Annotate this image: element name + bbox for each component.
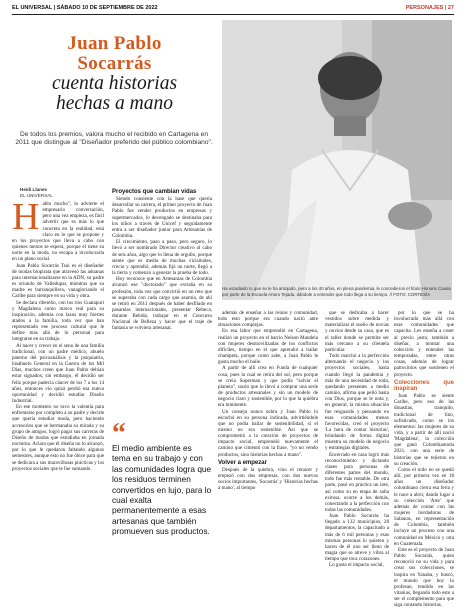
quote-mark: “ xyxy=(112,418,126,449)
pull-quote-text: El medio ambiente es tema en su trabajo y con las comunidades logra que los residuos terminen convertidos en lujo, para lo cual exalta permanentemente a esas artesanas que también promueven sus productos. xyxy=(112,443,212,537)
article-paragraph: por lo que se ha involucrado más allá con esas comunidades que capacita. Les enseña a coser al precio justo, también a diseñar, a montar una colección y entender las temporadas, entre otras cosas, además de lograr patrocinios que sostienen el proyecto. xyxy=(394,310,454,378)
article-paragraph: Este es el proyecto de Juan Pablo Socarrás, quien reconoció no su vida y para crear sus colecciones, se inspira en Yanaba, y buscó, el mundo que hoy lo profesan, tendido en las vitanias, llegando todo esto a ser el complemento para que siga contando historias. xyxy=(394,546,454,609)
article-paragraph: Juan Pablo Socarrás ha llegado a 122 municipios, 28 departamentos, la capacitado a más de 6 mil personas y esas mismas personas lo quieren y hacen de él uno ser lleno de magia que se atreve y vibra al tiempo que toca corazones. xyxy=(325,513,389,563)
portrait-illustration xyxy=(222,20,452,300)
article-paragraph: Un consejo nunca sobra y Juan Pablo lo escuchó en su persona indicada, advirtiéndole que no podía bailar de sostenibilidad, si el mismo no era sostenible. Así que se comprometió a la creación de proyectos de impacto social, emprendió nuevamente el camino que cimentó con la frase, "yo no vendo productos, sino historias hechas a mano". xyxy=(218,408,318,458)
article-paragraph: Como el nido no se quedó allí, por primera vez en 18 años un diseñador colombiano cierra esa feria y le nace a abrir, dando lugar a su colección 'Arte' que además de contar con las mujeres bordadoras de Sabanas, en representación de Colombia, también incluye un proceso con una comunidad en México y otra en Guatemala. xyxy=(394,466,454,547)
article-paragraph: En ese momento no tuvo la valentía para enfrentarse por completo a su padre y decirle que quería estudiar moda, pero haciendo accesorios que se hermanaba su mirada y su grupo de amigos, logró pagar sus carreras de Diseño de modas que estudiaba en jornada nocturna. Aclara que él diseña no lo alcanzó, por lo que le quedaron faltando algunos semestres, aunque esto no fue óbice para que se dedicara a sus maravillosas prácticas y los proyectos sociales que le fue sumando. xyxy=(12,404,104,472)
article-paragraph: que se dedicaba a hacer vestidos sobre medida y materializar el sueño de novias y novios desde su casa, que es el taller donde se permite ser más cercano a su clientela particular. xyxy=(325,310,389,353)
portrait-photo xyxy=(222,20,452,300)
header-edition: EL UNIVERSAL | SÁBADO 10 DE SEPTIEMBRE DE 2022 xyxy=(12,5,158,11)
byline-outlet: EL UNIVERSAL xyxy=(20,192,53,198)
article-paragraph: Todo marchó a la perfección alternando el negocio y los proyectos sociales, hasta cuando llegó la pandemia y más de una necesidad de toda, quedando presentes a medio camino, afirma que pelió hasta con Dios, porque se le nota y, en general, la misma situación fue resguardo y pensando en esas comunidades menos favorecidas, creó el proyecto 'La hora de contar historias', brindando de forma digital muestra su modelo de negocio y estrategias digitales. xyxy=(325,353,389,452)
article-column-5 xyxy=(394,310,454,609)
newspaper-header xyxy=(12,4,454,15)
pull-quote xyxy=(112,418,212,537)
article-paragraph: A partir de allí crea en Funda de cualquier cosa, pues la cual se retira del sol, pero porque se creía Superman y que podía "salvar el planeta", razón que lo llevó a comprar una serie de productos artesanales y sin un modelo de negocio claro y sostenible, por lo que la quiebra era inminente. xyxy=(218,365,318,409)
article-paragraph: además de enseñar a las reinas y comunidad, todo esto porque era cuando nació ante situaciones complejas. xyxy=(218,310,318,329)
article-column-2 xyxy=(112,187,212,419)
article-paragraph: Lo gusta el impacto social, xyxy=(329,562,384,569)
article-column-1 xyxy=(12,196,104,593)
article-paragraph: Se declara ribereño, con los ríos Guatapurí y Magdalena como marco real para su inspiración, además con lazos muy fuertes atados a la familia, toda vez que han representado ese proceso cultural que le define más allá de lo personal para integrarse en su trabajo. xyxy=(12,299,104,343)
article-paragraph: Encerrado en casa logró más reconocimiento y dictando clases para personas de diferentes partes del mundo, todo fue más rentable. De otra parte, pasó en práctica un lote, así como su en etapa de salta exitosa, ocurre a los demás, conectando a la perfección con todas las comunidades. xyxy=(325,451,389,513)
headline xyxy=(12,34,217,114)
article-paragraph: Siendo consiente con la base que quería desarrollar su carrera, el primer proyecto de Juan Pablo fue vender productos en empresas y supermercados, lo devengado se destinaba para los niños a través de Unicef y seguidamente entra a ser diseñador junior para Artesanías de Colombia. xyxy=(112,196,212,240)
drop-cap: H xyxy=(12,196,40,238)
section-heading: Colecciones que inspiran xyxy=(394,379,454,392)
byline-author: Heidi Llanes xyxy=(20,187,48,192)
article-paragraph: Juan Pablo se siente Caribe, pero eso de las dinastías, tranquilo, tradicional de lino, sofisticado, como se los elementos: las mujeres de su vida, y a partir de allí nació 'Magdalena', la colección que ganó Colombiamoda 2021, con una serie de historias que se tejieron en su creación. xyxy=(394,393,454,467)
section-heading: Proyectos que cambian vidas xyxy=(112,189,197,195)
section-heading: Volver a empezar xyxy=(218,459,267,466)
article-column-4 xyxy=(325,310,389,593)
headline-name-line2: Socarrás xyxy=(77,53,152,74)
headline-name-line1: Juan Pablo xyxy=(67,33,162,54)
article-paragraph: ablo mucho", lo advierte el empresario conversación, pero una vez empieza, es fácil advertir que es más lo que concreta en la realidad, está claro en lo que se propone y en los proyectos que lleva a cabo con quienes menos se espera, porque él tiene su norte en la moda, no escapa a involucrarla en un plano social. xyxy=(12,201,104,263)
photo-caption: Ha estudiado lo que se le ha antojado, pero a los 40 años, en plena pandemia, le concedieron el título Honoris Causa por parte de la Escuela Arturo Tejada, dándole a entender que todo llega a su tiempo. // FOTO: CORTESÍA xyxy=(222,286,451,297)
header-section: PERSONAJES | 27 xyxy=(405,5,454,11)
article-paragraph: Después de la quiebra, vino el renacer y empezó con dos empresas, con dos nuevos socios importantes, 'Socarrás' y 'Historias hechas a mano', al tiempo xyxy=(218,466,318,492)
article-paragraph: Al nacer y crecer en el seno de una familia tradicional, con un padre médico, abuelo paterno del psicoanálisis y la psiquiatría, bisabuelo General en la Guerra de los Mil Días, muchos creen que Juan Pablo debían estar signados; sin embargo, él decidió ser feliz porque padecía cáncer de los 7 a los 14 años, entonces vio quizá perdió esa nueva oportunidad y decidió estudiar Diseño Industrial. xyxy=(12,342,104,404)
article-paragraph: En esa labor que emprendió en Cartagena, realizó un proyecto en el barrio Nelson Mandela con mujeres desmovilizadas de los conflictos difíciles, tiempo en el que aprendió a bailar champeta, porque como sabe, a Juan Pablo le gusta mucho el baile. xyxy=(218,328,318,366)
article-paragraph: Juan Pablo Socarrás Tsui es el diseñador de modas biopirata que atravesó las aduanas para internacionalizarse en la ADN, su padre es oriundo de Valledupar, mientras que su madre es barranquillera, vanagloriando el Caribe para siempre en su vida y obra. xyxy=(12,262,104,300)
article-paragraph: El crecimiento, paso a paso, pero seguro, lo llevó a ser nombrado Director creativo al cabo de seis años, algo que lo llena de orgullo, porque siente que es media de muchas vicisitudes, crecio y aprendió, además fijó un norte, llegó a la tierra y comenzó a generar la prueba de todo. xyxy=(112,239,212,277)
headline-title-line2: hechas a mano xyxy=(56,93,173,114)
article-lede: De todos los premios, valora mucho el recibido en Cartagena en 2011 que distingue al "Diseñador preferido del público colombiano". xyxy=(15,131,213,147)
article-column-3 xyxy=(218,310,318,593)
headline-title-line1: cuenta historias xyxy=(51,73,178,94)
article-paragraph: Hoy reconoce que en Artesanías de Colombia alcanzó ese "doctorado" que extraña en su profesión, toda vez que convirtió en un reto que se superaba con cada cargo que asumía, de ahí se retiró en 2011 después de haber desfilado en pasarelas internacionales, presentar Rebeca, durante Bebida, trabajar en el Concurso Nacional de Belleza y hacer que el traje de fantasía se volviera artesanal. xyxy=(112,276,212,332)
